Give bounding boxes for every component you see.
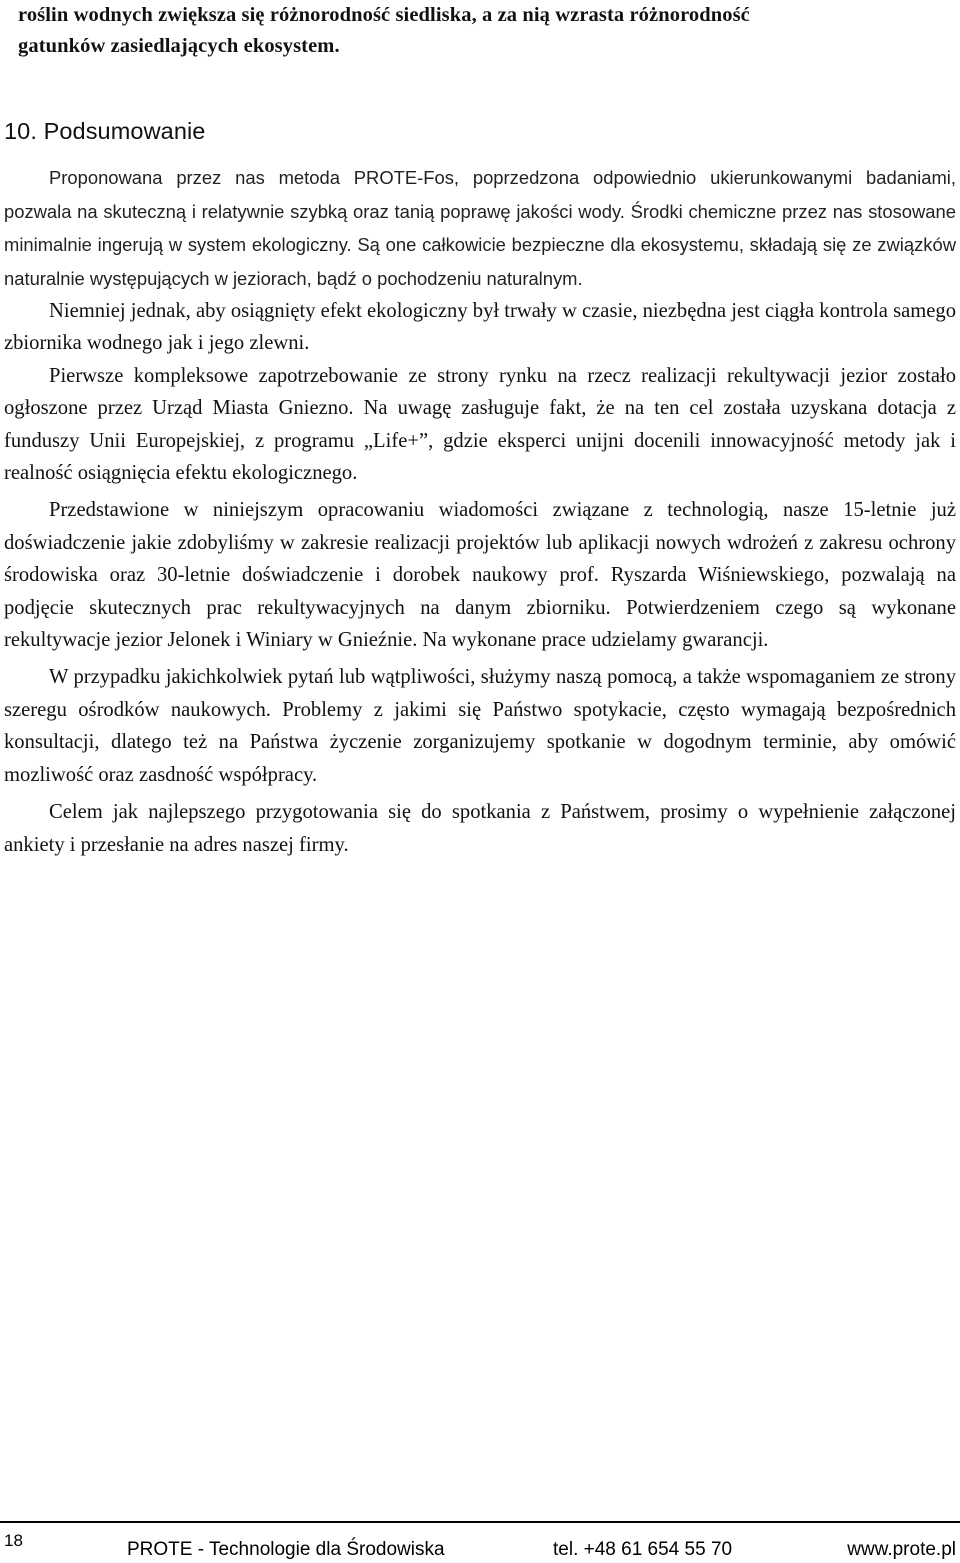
- paragraph-survey: Celem jak najlepszego przygotowania się do spotkania z Państwem, prosimy o wypełnienie załączonej ankiety i przesłanie na adres naszej firmy.: [4, 801, 956, 856]
- intro-line-1: roślin wodnych zwiększa się różnorodność siedliska, a za nią wzrasta różnorodność: [18, 4, 750, 26]
- page-number: 18: [4, 1531, 23, 1550]
- footer-divider: [0, 1521, 960, 1523]
- section-heading: 10. Podsumowanie: [4, 118, 206, 144]
- footer-website: www.prote.pl: [847, 1539, 956, 1560]
- paragraph-gniezno: Pierwsze kompleksowe zapotrzebowanie ze strony rynku na rzecz realizacji rekultywacji jezior zostało ogłoszone przez Urząd Miasta Gniezno. Na uwagę zasługuje fakt, że na ten cel została uzyskana dotacja z funduszy Unii Europejskiej, z programu „Life+”, gdzie eksperci unijni docenili innowacyjność metody jak i realność osiągnięcia efektu ekologicznego.: [4, 364, 956, 485]
- page-footer: [0, 1521, 960, 1563]
- paragraph-method-summary: Proponowana przez nas metoda PROTE-Fos, poprzedzona odpowiednio ukierunkowanymi badaniami, pozwala na skuteczną i relatywnie szybką oraz tanią poprawę jakości wody. Środki chemiczne przez nas stosowane minimalnie ingerują w system ekologiczny. Są one całkowicie bezpieczne dla ekosystemu, składają się ze związków naturalnie występujących w jeziorach, bądź o pochodzeniu naturalnym.: [4, 167, 956, 289]
- footer-company-name: PROTE - Technologie dla Środowiska: [127, 1539, 445, 1560]
- paragraph-support: W przypadku jakichkolwiek pytań lub wątpliwości, służymy naszą pomocą, a także wspomaganiem ze strony szeregu ośrodków naukowych. Problemy z jakimi się Państwo spotykacie, często wymagają bezpośrednich konsultacji, dlatego też na Państwa życzenie zorganizujemy spotkanie w dogodnym terminie, aby omówić mozliwość oraz zasdność współpracy.: [4, 666, 956, 786]
- paragraph-experience: Przedstawione w niniejszym opracowaniu wiadomości związane z technologią, nasze 15-letnie już doświadczenie jakie zdobyliśmy w zakresie realizacji projektów lub aplikacji nowych wdrożeń z zakresu ochrony środowiska oraz 30-letnie doświadczenie i dorobek naukowy prof. Ryszarda Wiśniewskiego, pozwalają na podjęcie skutecznych prac rekultywacyjnych na danym zbiorniku. Potwierdzeniem czego są wykonane rekultywacje jezior Jelonek i Winiary w Gnieźnie. Na wykonane prace udzielamy gwarancji.: [4, 499, 956, 652]
- paragraph-monitoring: Niemniej jednak, aby osiągnięty efekt ekologiczny był trwały w czasie, niezbędna jest ciągła kontrola samego zbiornika wodnego jak i jego zlewni.: [4, 300, 956, 355]
- intro-line-2: gatunków zasiedlających ekosystem.: [18, 35, 340, 57]
- section-body: [4, 161, 956, 861]
- footer-phone: tel. +48 61 654 55 70: [553, 1539, 733, 1560]
- intro-continuation: [18, 0, 956, 62]
